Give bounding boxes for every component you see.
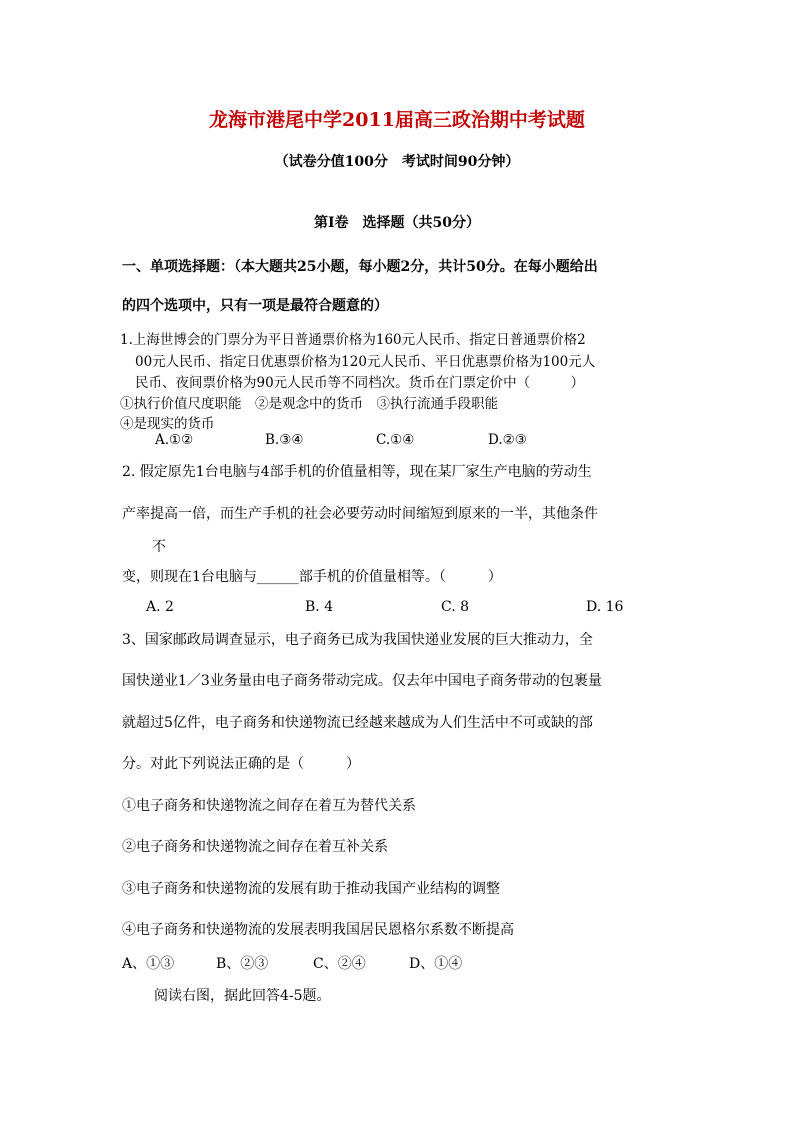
q3-line2: 国快递业1／3业务量由电子商务带动完成。仅去年中国电子商务带动的包裹量 — [122, 673, 602, 689]
q2-line3: 不 — [152, 539, 166, 555]
q1-option-a: A.①② — [155, 432, 194, 448]
q2-line1: 2. 假定原先1台电脑与4部手机的价值量相等，现在某厂家生产电脑的劳动生 — [122, 464, 592, 480]
page-title: 龙海市港尾中学2011届高三政治期中考试题 — [209, 109, 585, 131]
q3-statement-1: ①电子商务和快递物流之间存在着互为替代关系 — [122, 798, 416, 814]
q2-option-d: D. 16 — [586, 599, 624, 615]
q1-option-c: C.①④ — [376, 432, 415, 448]
q3-line1: 3、国家邮政局调查显示，电子商务已成为我国快递业发展的巨大推动力，全 — [122, 632, 593, 648]
q3-option-d: D、①④ — [409, 956, 463, 972]
q1-line4: ①执行价值尺度职能 ②是观念中的货币 ③执行流通手段职能 — [120, 396, 498, 412]
exam-info: （试卷分值100分 考试时间90分钟） — [274, 154, 520, 170]
q3-option-a: A、①③ — [122, 956, 175, 972]
q3-statement-3: ③电子商务和快递物流的发展有助于推动我国产业结构的调整 — [122, 881, 500, 897]
q3-line4: 分。对此下列说法正确的是（ ） — [122, 756, 360, 772]
part-heading-line2: 的四个选项中，只有一项是最符合题意的） — [122, 298, 388, 314]
q2-option-b: B. 4 — [305, 599, 334, 615]
q3-option-b: B、②③ — [216, 956, 269, 972]
q2-line2: 产率提高一倍，而生产手机的社会必要劳动时间缩短到原来的一半，其他条件 — [122, 506, 598, 522]
q3-statement-2: ②电子商务和快递物流之间存在着互补关系 — [122, 839, 388, 855]
q1-line1: 1.上海世博会的门票分为平日普通票价格为160元人民币、指定日普通票价格2 — [120, 332, 586, 348]
q2-line4: 变，则现在1台电脑与______部手机的价值量相等。（ ） — [122, 569, 502, 585]
q1-line2: 00元人民币、指定日优惠票价格为120元人民币、平日优惠票价格为100元人 — [135, 354, 596, 370]
section-heading: 第Ⅰ卷 选择题（共50分） — [313, 215, 481, 231]
q2-option-a: A. 2 — [146, 599, 174, 615]
q2-option-c: C. 8 — [441, 599, 470, 615]
q3-statement-4: ④电子商务和快递物流的发展表明我国居民恩格尔系数不断提高 — [122, 922, 514, 938]
q1-option-d: D.②③ — [488, 432, 527, 448]
q3-option-c: C、②④ — [313, 956, 366, 972]
reading-note: 阅读右图，据此回答4-5题。 — [154, 988, 331, 1004]
q1-line5: ④是现实的货币 — [120, 416, 215, 432]
part-heading-line1: 一、单项选择题：（本大题共25小题，每小题2分，共计50分。在每小题给出 — [122, 259, 598, 275]
q3-line3: 就超过5亿件，电子商务和快递物流已经越来越成为人们生活中不可或缺的部 — [122, 715, 593, 731]
q1-line3: 民币、夜间票价格为90元人民币等不同档次。货币在门票定价中（ ） — [135, 375, 585, 391]
q1-option-b: B.③④ — [265, 432, 304, 448]
